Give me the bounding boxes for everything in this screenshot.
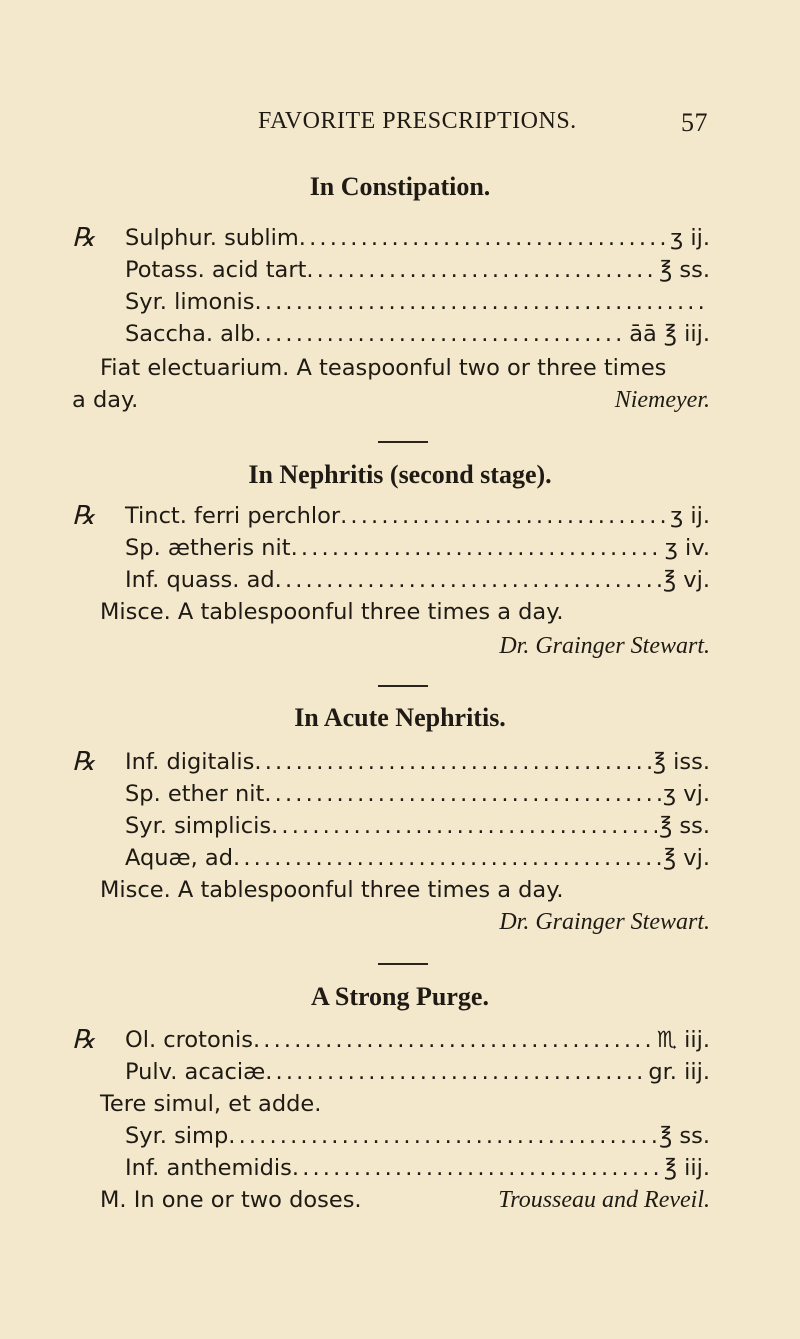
directions: Misce. A tablespoonful three times a day. <box>100 877 564 903</box>
ingredient-name: Aquæ, ad <box>125 845 234 871</box>
directions: Misce. A tablespoonful three times a day. <box>100 599 564 625</box>
ingredient-qty: gr. iij. <box>648 1059 710 1085</box>
ingredient-qty: ℥ vj. <box>663 845 710 871</box>
section-divider <box>378 963 428 965</box>
directions: a day. <box>72 387 139 413</box>
ingredient-name: Inf. digitalis <box>125 749 255 775</box>
ingredient-line <box>125 254 710 286</box>
rx-symbol: ℞ <box>72 223 96 252</box>
ingredient-name: Inf. quass. ad <box>125 567 275 593</box>
ingredient-qty: āā ℥ iij. <box>629 321 710 347</box>
section-heading-strong-purge: A Strong Purge. <box>311 982 489 1011</box>
ingredient-line <box>125 842 710 874</box>
section-divider <box>378 685 428 687</box>
ingredient-qty: ℥ ss. <box>659 257 710 283</box>
ingredient-line <box>125 532 710 564</box>
ingredient-qty: ℥ iij. <box>663 1155 710 1181</box>
directions: Tere simul, et adde. <box>100 1091 322 1117</box>
running-head <box>258 108 708 135</box>
page-number: 57 <box>681 108 708 137</box>
rx-symbol: ℞ <box>72 501 96 530</box>
author-credit: Dr. Grainger Stewart. <box>499 909 710 935</box>
ingredient-qty: ʒ ij. <box>670 225 710 251</box>
ingredient-line <box>125 564 710 596</box>
ingredient-line <box>125 286 710 318</box>
ingredient-qty: ʒ vj. <box>663 781 710 807</box>
ingredient-name: Inf. anthemidis <box>125 1155 292 1181</box>
ingredient-line <box>125 222 710 254</box>
ingredient-qty: ℥ ss. <box>659 1123 710 1149</box>
ingredient-name: Ol. crotonis <box>125 1027 253 1053</box>
ingredient-name: Sulphur. sublim <box>125 225 299 251</box>
ingredient-line <box>125 1152 710 1184</box>
ingredient-line <box>125 318 710 350</box>
ingredient-name: Syr. simplicis <box>125 813 272 839</box>
ingredient-name: Syr. simp <box>125 1123 229 1149</box>
author-credit: Dr. Grainger Stewart. <box>499 633 710 659</box>
section-divider <box>378 441 428 443</box>
ingredient-line <box>125 778 710 810</box>
ingredient-name: Pulv. acaciæ <box>125 1059 266 1085</box>
ingredient-qty: ♏ iij. <box>656 1027 710 1053</box>
ingredient-qty <box>708 286 710 318</box>
rx-symbol: ℞ <box>72 1025 96 1054</box>
ingredient-qty: ʒ iv. <box>664 535 710 561</box>
ingredient-name: Sp. ether nit <box>125 781 265 807</box>
ingredient-line <box>125 1120 710 1152</box>
rx-symbol: ℞ <box>72 747 96 776</box>
ingredient-line <box>125 1056 710 1088</box>
ingredient-qty: ʒ ij. <box>670 503 710 529</box>
ingredient-line <box>125 746 710 778</box>
ingredient-name: Tinct. ferri perchlor <box>125 503 341 529</box>
ingredient-qty: ℥ vj. <box>663 567 710 593</box>
running-head-title: FAVORITE PRESCRIPTIONS. <box>258 108 577 134</box>
ingredient-name: Saccha. alb <box>125 321 255 347</box>
section-heading-nephritis-second-stage: In Nephritis (second stage). <box>248 460 552 489</box>
ingredient-qty: ℥ ss. <box>659 813 710 839</box>
directions: Fiat electuarium. A teaspoonful two or three times <box>100 355 667 381</box>
author-credit: Niemeyer. <box>614 387 710 413</box>
section-heading-constipation: In Constipation. <box>309 172 491 201</box>
ingredient-name: Sp. ætheris nit <box>125 535 291 561</box>
ingredient-line <box>125 810 710 842</box>
author-credit: Trousseau and Reveil. <box>498 1187 710 1213</box>
directions: M. In one or two doses. <box>100 1187 362 1213</box>
ingredient-line <box>125 1024 710 1056</box>
ingredient-qty: ℥ iss. <box>653 749 710 775</box>
ingredient-line <box>125 500 710 532</box>
ingredient-name: Syr. limonis <box>125 289 255 315</box>
ingredient-name: Potass. acid tart <box>125 257 307 283</box>
section-heading-acute-nephritis: In Acute Nephritis. <box>294 703 506 732</box>
